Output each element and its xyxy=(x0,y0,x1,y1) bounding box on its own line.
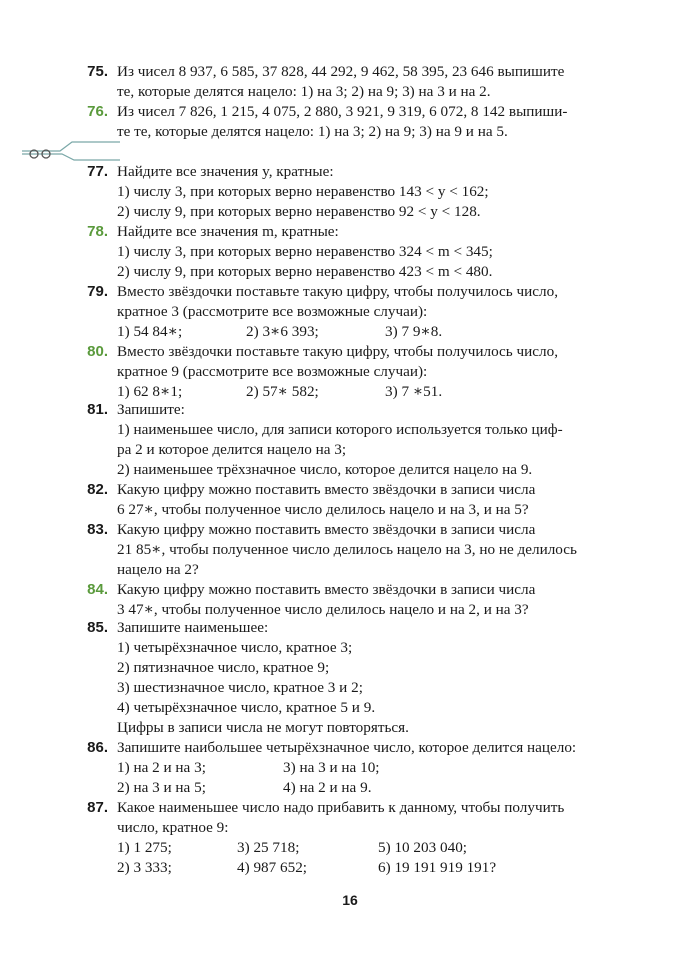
problem-76-line-2: те те, которые делятся нацело: 1) на 3; 2) на 9; 3) на 9 и на 5. xyxy=(117,123,508,140)
problem-number-80: 80. xyxy=(87,343,108,360)
problem-78-line-2: 1) числу 3, при которых верно неравенство 324 < m < 345; xyxy=(117,243,493,260)
problem-87-option-6: 6) 19 191 919 191? xyxy=(378,859,497,876)
problem-79-option-1: 1) 54 84∗; xyxy=(117,323,183,340)
problem-81-line-1: Запишите: xyxy=(117,401,185,418)
problem-number-82: 82. xyxy=(87,481,108,498)
problem-81-line-3: ра 2 и которое делится нацело на 3; xyxy=(117,441,347,458)
problem-82-line-1: Какую цифру можно поставить вместо звёздочки в записи числа xyxy=(117,481,536,498)
problem-80-option-3: 3) 7 ∗51. xyxy=(385,383,443,400)
problem-85-line-4: 3) шестизначное число, кратное 3 и 2; xyxy=(117,679,363,696)
double-circle-level-marker-icon xyxy=(20,140,120,162)
problem-number-83: 83. xyxy=(87,521,108,538)
problem-86-line-1: Запишите наибольшее четырёхзначное число, которое делится нацело: xyxy=(117,739,577,756)
problem-number-84: 84. xyxy=(87,581,108,598)
problem-number-78: 78. xyxy=(87,223,108,240)
problem-86-option-1: 1) на 2 и на 3; xyxy=(117,759,206,776)
problem-80-option-2: 2) 57∗ 582; xyxy=(246,383,319,400)
problem-83-line-3: нацело на 2? xyxy=(117,561,199,578)
problem-84-line-1: Какую цифру можно поставить вместо звёздочки в записи числа xyxy=(117,581,536,598)
problem-87-line-1: Какое наименьшее число надо прибавить к данному, чтобы получить xyxy=(117,799,565,816)
problem-81-line-4: 2) наименьшее трёхзначное число, которое делится нацело на 9. xyxy=(117,461,533,478)
problem-number-76: 76. xyxy=(87,103,108,120)
problem-number-86: 86. xyxy=(87,739,108,756)
problem-87-option-2: 2) 3 333; xyxy=(117,859,172,876)
problem-80-line-2: кратное 9 (рассмотрите все возможные случаи): xyxy=(117,363,428,380)
problem-84-line-2: 3 47∗, чтобы полученное число делилось нацело и на 2, и на 3? xyxy=(117,601,529,618)
problem-80-option-1: 1) 62 8∗1; xyxy=(117,383,183,400)
problem-80-line-1: Вместо звёздочки поставьте такую цифру, чтобы получилось число, xyxy=(117,343,558,360)
problem-75-line-1: Из чисел 8 937, 6 585, 37 828, 44 292, 9 462, 58 395, 23 646 выпишите xyxy=(117,63,565,80)
problem-79-option-2: 2) 3∗6 393; xyxy=(246,323,319,340)
problem-number-87: 87. xyxy=(87,799,108,816)
problem-number-79: 79. xyxy=(87,283,108,300)
problem-87-option-1: 1) 1 275; xyxy=(117,839,172,856)
problem-77-line-3: 2) числу 9, при которых верно неравенство 92 < y < 128. xyxy=(117,203,481,220)
problem-85-line-3: 2) пятизначное число, кратное 9; xyxy=(117,659,330,676)
problem-86-option-4: 4) на 2 и на 9. xyxy=(283,779,372,796)
problem-87-line-2: число, кратное 9: xyxy=(117,819,229,836)
problem-86-option-3: 3) на 3 и на 10; xyxy=(283,759,380,776)
problem-79-line-2: кратное 3 (рассмотрите все возможные случаи): xyxy=(117,303,428,320)
problem-78-line-1: Найдите все значения m, кратные: xyxy=(117,223,339,240)
problem-83-line-2: 21 85∗, чтобы полученное число делилось нацело на 3, но не делилось xyxy=(117,541,577,558)
problem-83-line-1: Какую цифру можно поставить вместо звёздочки в записи числа xyxy=(117,521,536,538)
problem-87-option-5: 5) 10 203 040; xyxy=(378,839,468,856)
problem-number-77: 77. xyxy=(87,163,108,180)
problem-76-line-1: Из чисел 7 826, 1 215, 4 075, 2 880, 3 921, 9 319, 6 072, 8 142 выпиши- xyxy=(117,103,568,120)
problem-87-option-4: 4) 987 652; xyxy=(237,859,308,876)
problem-85-line-2: 1) четырёхзначное число, кратное 3; xyxy=(117,639,353,656)
problem-86-option-2: 2) на 3 и на 5; xyxy=(117,779,206,796)
page-number: 16 xyxy=(342,892,358,908)
problem-78-line-3: 2) числу 9, при которых верно неравенство 423 < m < 480. xyxy=(117,263,493,280)
problem-81-line-2: 1) наименьшее число, для записи которого используется только циф- xyxy=(117,421,563,438)
problem-77-line-1: Найдите все значения y, кратные: xyxy=(117,163,334,180)
problem-77-line-2: 1) числу 3, при которых верно неравенство 143 < y < 162; xyxy=(117,183,489,200)
problem-number-85: 85. xyxy=(87,619,108,636)
problem-85-line-6: Цифры в записи числа не могут повторяться. xyxy=(117,719,409,736)
problem-87-option-3: 3) 25 718; xyxy=(237,839,300,856)
problem-82-line-2: 6 27∗, чтобы полученное число делилось нацело и на 3, и на 5? xyxy=(117,501,529,518)
problem-85-line-5: 4) четырёхзначное число, кратное 5 и 9. xyxy=(117,699,376,716)
problem-number-75: 75. xyxy=(87,63,108,80)
problem-75-line-2: те, которые делятся нацело: 1) на 3; 2) на 9; 3) на 3 и на 2. xyxy=(117,83,491,100)
problem-85-line-1: Запишите наименьшее: xyxy=(117,619,269,636)
problem-79-line-1: Вместо звёздочки поставьте такую цифру, чтобы получилось число, xyxy=(117,283,558,300)
problem-79-option-3: 3) 7 9∗8. xyxy=(385,323,443,340)
problem-number-81: 81. xyxy=(87,401,108,418)
